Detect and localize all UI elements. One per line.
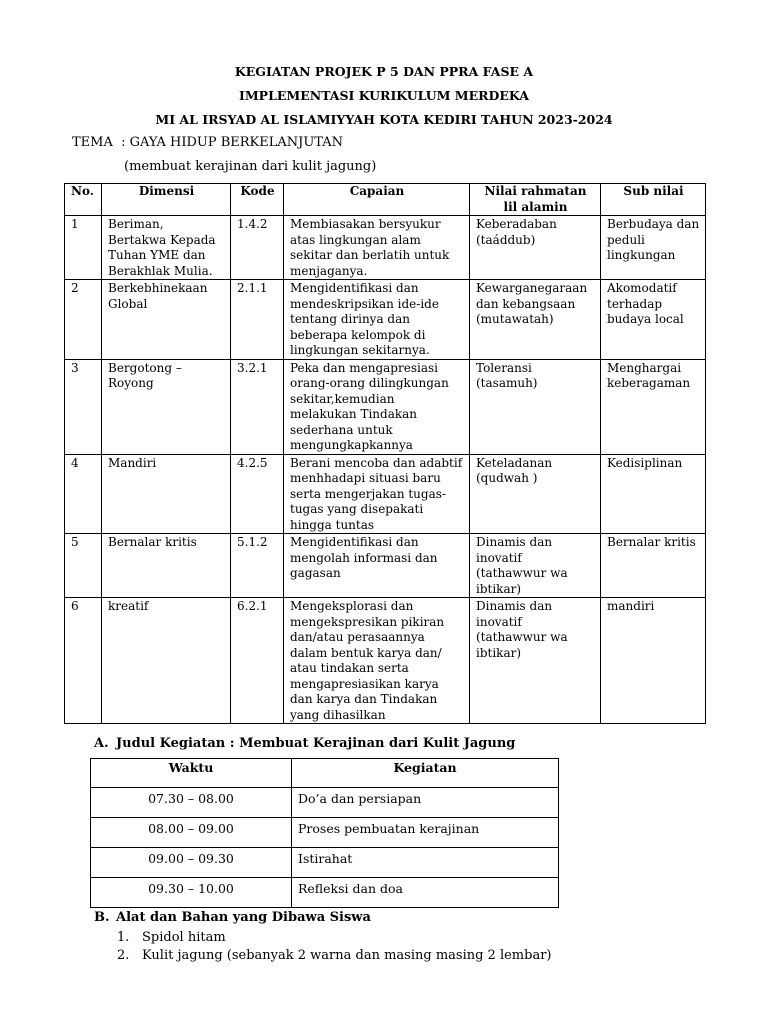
table-row <box>65 534 706 598</box>
table-row <box>65 359 706 454</box>
section-b-letter: B. <box>94 910 110 925</box>
cell-dimensi: kreatif <box>102 598 231 724</box>
header-kode: Kode <box>231 184 284 216</box>
table-header-row <box>65 184 706 216</box>
cell-kode: 3.2.1 <box>231 359 284 454</box>
schedule-row <box>91 818 559 848</box>
theme-label: TEMA : GAYA HIDUP BERKELANJUTAN <box>72 135 344 150</box>
dimension-table <box>64 183 706 724</box>
cell-waktu: 08.00 – 09.00 <box>91 818 292 848</box>
section-a-letter: A. <box>94 736 109 751</box>
doc-title-line-1: KEGIATAN PROJEK P 5 DAN PPRA FASE A <box>234 64 534 79</box>
cell-no: 1 <box>65 216 102 280</box>
cell-nilai: Dinamis dan inovatif (tathawwur wa ibtikar) <box>470 534 601 598</box>
cell-dimensi: Berkebhinekaan Global <box>102 280 231 360</box>
header-kegiatan: Kegiatan <box>292 759 559 788</box>
cell-nilai: Keteladanan (qudwah ) <box>470 454 601 534</box>
schedule-row <box>91 848 559 878</box>
cell-nilai: Dinamis dan inovatif (tathawwur wa ibtikar) <box>470 598 601 724</box>
cell-kode: 1.4.2 <box>231 216 284 280</box>
table-row <box>65 216 706 280</box>
cell-dimensi: Bergotong – Royong <box>102 359 231 454</box>
cell-kode: 4.2.5 <box>231 454 284 534</box>
cell-kode: 5.1.2 <box>231 534 284 598</box>
section-b-title: Alat dan Bahan yang Dibawa Siswa <box>116 910 371 925</box>
cell-dimensi: Beriman, Bertakwa Kepada Tuhan YME dan Berakhlak Mulia. <box>102 216 231 280</box>
cell-dimensi: Mandiri <box>102 454 231 534</box>
cell-nilai: Kewarganegaraan dan kebangsaan (mutawatah) <box>470 280 601 360</box>
list-item-text: Spidol hitam <box>142 930 226 945</box>
cell-no: 5 <box>65 534 102 598</box>
cell-waktu: 09.30 – 10.00 <box>91 878 292 908</box>
section-a-title: Judul Kegiatan : Membuat Kerajinan dari Kulit Jagung <box>116 736 516 751</box>
header-sub-nilai: Sub nilai <box>601 184 706 216</box>
schedule-table <box>90 758 559 908</box>
cell-no: 4 <box>65 454 102 534</box>
materials-list <box>117 929 552 965</box>
cell-kegiatan: Refleksi dan doa <box>292 878 559 908</box>
header-no: No. <box>65 184 102 216</box>
cell-kode: 6.2.1 <box>231 598 284 724</box>
cell-sub-nilai: Menghargai keberagaman <box>601 359 706 454</box>
header-waktu: Waktu <box>91 759 292 788</box>
cell-nilai: Toleransi (tasamuh) <box>470 359 601 454</box>
cell-sub-nilai: Akomodatif terhadap budaya local <box>601 280 706 360</box>
cell-no: 2 <box>65 280 102 360</box>
cell-capaian: Mengeksplorasi dan mengekspresikan pikiran dan/atau perasaannya dalam bentuk karya dan/ atau tindakan serta mengapresiasikan karya dan karya dan Tindakan yang dihasilkan <box>284 598 470 724</box>
list-item <box>117 929 552 947</box>
cell-kegiatan: Istirahat <box>292 848 559 878</box>
cell-capaian: Berani mencoba dan adabtif menhhadapi situasi baru serta mengerjakan tugas-tugas yang disepakati hingga tuntas <box>284 454 470 534</box>
list-item-text: Kulit jagung (sebanyak 2 warna dan masing masing 2 lembar) <box>142 948 552 963</box>
cell-capaian: Mengidentifikasi dan mendeskripsikan ide-ide tentang dirinya dan beberapa kelompok di lingkungan sekitarnya. <box>284 280 470 360</box>
table-row <box>65 280 706 360</box>
list-item <box>117 947 552 965</box>
cell-sub-nilai: Berbudaya dan peduli lingkungan <box>601 216 706 280</box>
cell-sub-nilai: Bernalar kritis <box>601 534 706 598</box>
cell-no: 6 <box>65 598 102 724</box>
schedule-row <box>91 878 559 908</box>
theme-subtitle: (membuat kerajinan dari kulit jagung) <box>124 159 377 174</box>
cell-capaian: Membiasakan bersyukur atas lingkungan alam sekitar dan berlatih untuk menjaganya. <box>284 216 470 280</box>
section-b-heading <box>94 910 371 926</box>
cell-sub-nilai: Kedisiplinan <box>601 454 706 534</box>
schedule-row <box>91 788 559 818</box>
schedule-header-row <box>91 759 559 788</box>
cell-capaian: Mengidentifikasi dan mengolah informasi dan gagasan <box>284 534 470 598</box>
table-row <box>65 598 706 724</box>
header-capaian: Capaian <box>284 184 470 216</box>
header-nilai: Nilai rahmatan lil alamin <box>470 184 601 216</box>
cell-kegiatan: Proses pembuatan kerajinan <box>292 818 559 848</box>
doc-title-line-2: IMPLEMENTASI KURIKULUM MERDEKA <box>239 88 529 103</box>
doc-title-line-3: MI AL IRSYAD AL ISLAMIYYAH KOTA KEDIRI TAHUN 2023-2024 <box>155 112 613 127</box>
cell-waktu: 07.30 – 08.00 <box>91 788 292 818</box>
cell-sub-nilai: mandiri <box>601 598 706 724</box>
table-row <box>65 454 706 534</box>
cell-waktu: 09.00 – 09.30 <box>91 848 292 878</box>
cell-capaian: Peka dan mengapresiasi orang-orang dilingkungan sekitar,kemudian melakukan Tindakan sederhana untuk mengungkapkannya <box>284 359 470 454</box>
header-dimensi: Dimensi <box>102 184 231 216</box>
cell-kode: 2.1.1 <box>231 280 284 360</box>
cell-no: 3 <box>65 359 102 454</box>
list-item-number: 2. <box>117 948 130 963</box>
section-a-heading <box>94 736 515 752</box>
cell-dimensi: Bernalar kritis <box>102 534 231 598</box>
cell-nilai: Keberadaban (taáddub) <box>470 216 601 280</box>
list-item-number: 1. <box>117 930 130 945</box>
cell-kegiatan: Do’a dan persiapan <box>292 788 559 818</box>
